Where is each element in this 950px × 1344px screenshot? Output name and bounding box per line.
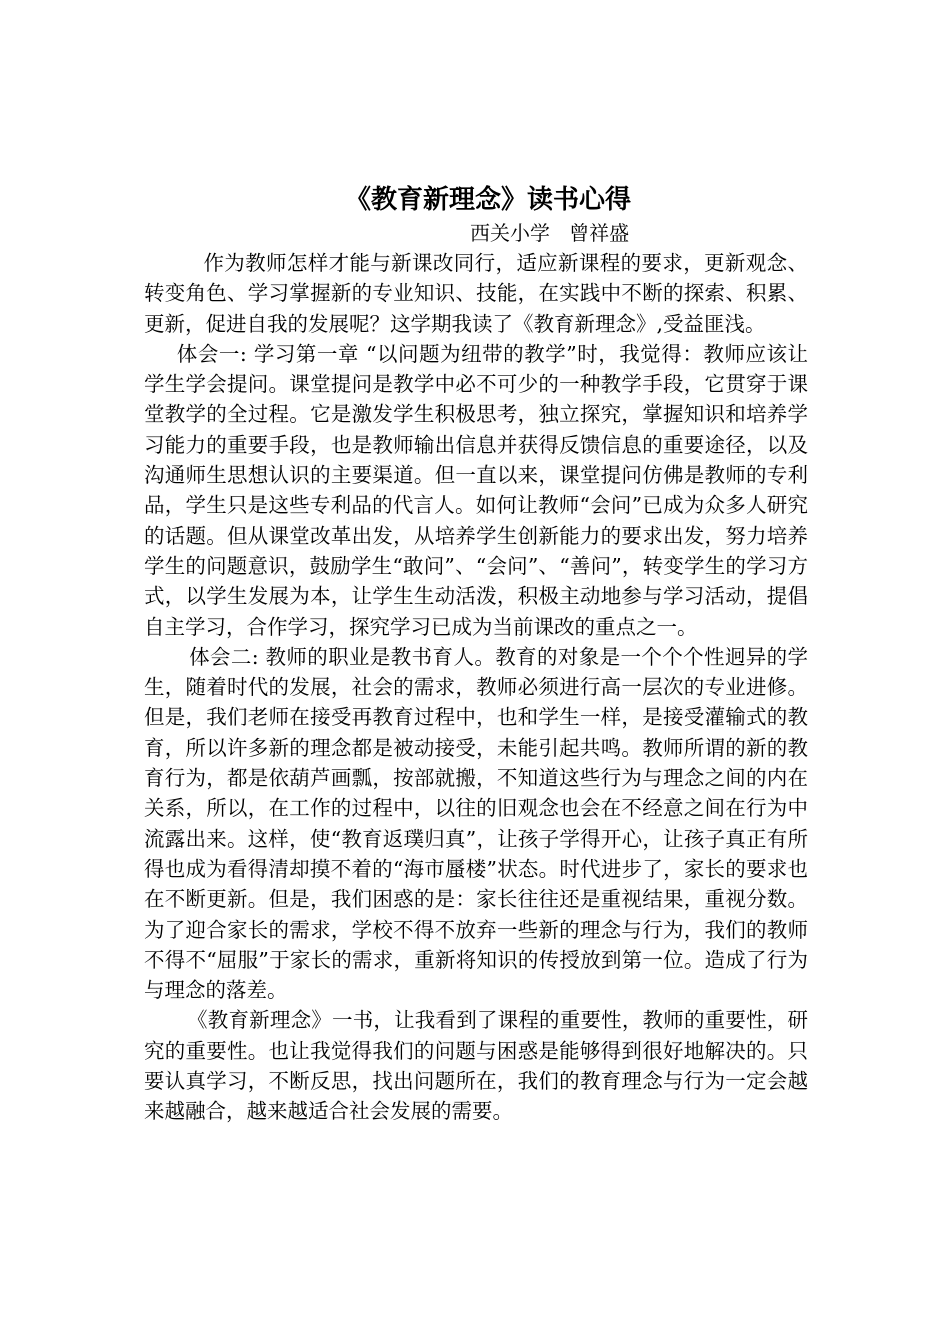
paragraph-conclusion: 《教育新理念》一书，让我看到了课程的重要性，教师的重要性，研究的重要性。也让我觉得我们的问题与困惑是能够得到很好地解决的。只要认真学习，不断反思，找出问题所在，我们的教育理念与行为一定会越来越融合，越来越适合社会发展的需要。 [144, 1008, 808, 1124]
document-body [144, 182, 808, 1127]
paragraph-intro: 作为教师怎样才能与新课改同行，适应新课程的要求，更新观念、转变角色、学习掌握新的专业知识、技能，在实践中不断的探索、积累、更新，促进自我的发展呢？这学期我读了《教育新理念》,受益匪浅。 [144, 251, 808, 336]
paragraph-insight-two: 体会二: 教师的职业是教书育人。教育的对象是一个个个性迥异的学生，随着时代的发展，社会的需求，教师必须进行高一层次的专业进修。但是，我们老师在接受再教育过程中，也和学生一样，是接受灌输式的教育，所以许多新的理念都是被动接受，未能引起共鸣。教师所谓的新的教育行为，都是依葫芦画瓢，按部就搬，不知道这些行为与理念之间的内在关系，所以，在工作的过程中，以往的旧观念也会在不经意之间在行为中流露出来。这样，使“教育返璞归真”，让孩子学得开心，让孩子真正有所得也成为看得清却摸不着的“海市蜃楼”状态。时代进步了，家长的要求也在不断更新。但是，我们困惑的是：家长往往还是重视结果，重视分数。为了迎合家长的需求，学校不得不放弃一些新的理念与行为，我们的教师不得不“屈服”于家长的需求，重新将知识的传授放到第一位。造成了行为与理念的落差。 [144, 644, 808, 1003]
paragraph-insight-one: 体会一: 学习第一章 “以问题为纽带的教学”时，我觉得：教师应该让学生学会提问。课堂提问是教学中必不可少的一种教学手段，它贯穿于课堂教学的全过程。它是激发学生积极思考，独立探究，掌握知识和培养学习能力的重要手段，也是教师输出信息并获得反馈信息的重要途径，以及沟通师生思想认识的主要渠道。但一直以来，课堂提问仿佛是教师的专利品，学生只是这些专利品的代言人。如何让教师“会问”已成为众多人研究的话题。但从课堂改革出发，从培养学生创新能力的要求出发，努力培养学生的问题意识，鼓励学生“敢问”、“会问”、“善问”，转变学生的学习方式，以学生发展为本，让学生生动活泼，积极主动地参与学习活动，提倡自主学习，合作学习，探究学习已成为当前课改的重点之一。 [144, 341, 808, 639]
author-line: 西关小学 曾祥盛 [470, 221, 630, 245]
document-title: 《教育新理念》读书心得 [344, 185, 631, 215]
